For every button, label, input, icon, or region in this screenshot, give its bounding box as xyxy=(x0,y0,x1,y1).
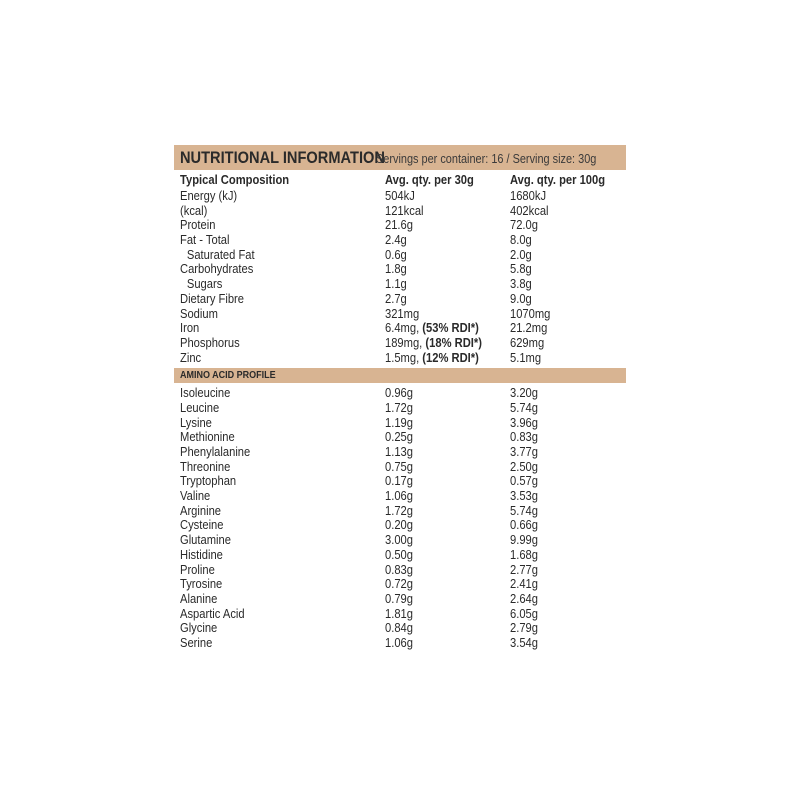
amino-acid-name: Aspartic Acid xyxy=(180,605,245,621)
amino-section-bar xyxy=(174,368,626,383)
nutrient-name: Iron xyxy=(180,320,200,336)
nutrient-per-serving: 1.5mg, xyxy=(385,349,420,365)
amino-acid-per-serving: 0.79g xyxy=(385,590,413,606)
amino-acid-per-serving: 0.84g xyxy=(385,620,413,636)
title-bar xyxy=(174,145,626,170)
nutrient-row xyxy=(174,277,626,292)
nutrient-per-serving: 2.4g xyxy=(385,232,407,248)
amino-acid-per-100g: 9.99g xyxy=(510,532,538,548)
amino-acid-row xyxy=(174,563,626,578)
amino-acid-per-serving: 1.13g xyxy=(385,444,413,459)
amino-acid-row xyxy=(174,533,626,548)
amino-acid-per-serving: 1.06g xyxy=(385,634,413,650)
amino-acid-name: Threonine xyxy=(180,458,231,474)
amino-acid-row xyxy=(174,401,626,416)
amino-acid-row xyxy=(174,445,626,460)
nutrient-name: Zinc xyxy=(180,349,202,365)
nutrient-per-serving-cell xyxy=(385,248,407,263)
amino-acid-per-100g: 5.74g xyxy=(510,502,538,518)
amino-acid-row xyxy=(174,386,626,401)
amino-acid-per-100g: 2.50g xyxy=(510,458,538,474)
amino-acid-per-serving: 1.72g xyxy=(385,502,413,518)
rdi-percentage: (18% RDI*) xyxy=(425,334,482,350)
nutrient-row xyxy=(174,262,626,277)
nutrient-row xyxy=(174,321,626,336)
nutrient-name: Sodium xyxy=(180,305,218,321)
amino-acid-row xyxy=(174,548,626,563)
amino-acid-per-100g: 5.74g xyxy=(510,399,538,415)
amino-acid-row xyxy=(174,607,626,622)
amino-acid-per-100g: 2.64g xyxy=(510,590,538,606)
amino-acid-per-serving: 1.06g xyxy=(385,488,413,504)
nutrient-per-serving: 121kcal xyxy=(385,202,424,218)
amino-acid-per-serving: 0.20g xyxy=(385,517,413,533)
nutrient-per-serving: 321mg xyxy=(385,305,420,321)
amino-acid-name: Proline xyxy=(180,561,215,577)
amino-section-title: AMINO ACID PROFILE xyxy=(180,370,276,382)
nutrient-per-serving: 6.4mg, xyxy=(385,320,420,336)
nutrient-per-serving-cell xyxy=(385,336,482,351)
nutrient-per-100g: 72.0g xyxy=(510,217,538,233)
header-per-100g: Avg. qty. per 100g xyxy=(510,172,606,187)
nutrient-per-100g: 629mg xyxy=(510,334,545,350)
nutrition-panel xyxy=(174,145,626,651)
serving-info: Servings per container: 16 / Serving size: 30g xyxy=(376,151,597,166)
nutrient-per-100g: 21.2mg xyxy=(510,320,548,336)
nutrient-row xyxy=(174,233,626,248)
amino-acid-row xyxy=(174,636,626,651)
nutrient-row xyxy=(174,204,626,219)
nutrient-list xyxy=(174,189,626,365)
amino-acid-per-serving: 0.50g xyxy=(385,546,413,562)
amino-acid-name: Alanine xyxy=(180,590,218,606)
amino-acid-per-100g: 0.66g xyxy=(510,517,538,533)
amino-acid-per-serving: 1.81g xyxy=(385,605,413,621)
amino-acid-per-serving: 1.72g xyxy=(385,399,413,415)
amino-acid-name: Arginine xyxy=(180,502,222,518)
amino-acid-row xyxy=(174,416,626,431)
amino-acid-name: Glutamine xyxy=(180,532,231,548)
amino-acid-name: Leucine xyxy=(180,399,220,415)
nutrient-per-100g: 2.0g xyxy=(510,246,532,262)
nutrient-row xyxy=(174,248,626,263)
amino-acid-per-serving: 0.96g xyxy=(385,385,413,401)
amino-acid-per-serving: 0.17g xyxy=(385,473,413,489)
amino-acid-per-100g: 2.41g xyxy=(510,576,538,592)
nutrient-name: Fat - Total xyxy=(180,232,230,248)
nutrient-per-100g: 5.1mg xyxy=(510,349,542,365)
nutrient-per-100g: 1070mg xyxy=(510,305,551,321)
panel-title: NUTRITIONAL INFORMATION xyxy=(180,148,385,167)
nutrient-row xyxy=(174,336,626,351)
amino-acid-name: Phenylalanine xyxy=(180,444,251,459)
amino-acid-per-100g: 1.68g xyxy=(510,546,538,562)
amino-acid-per-serving: 0.75g xyxy=(385,458,413,474)
amino-acid-row xyxy=(174,474,626,489)
nutrient-per-serving-cell xyxy=(385,233,407,248)
nutrient-per-serving-cell xyxy=(385,292,407,307)
nutrient-per-serving-cell xyxy=(385,204,424,219)
amino-acid-name: Valine xyxy=(180,488,211,504)
nutrient-per-serving: 0.6g xyxy=(385,246,407,262)
amino-acid-per-100g: 0.57g xyxy=(510,473,538,489)
nutrient-row xyxy=(174,307,626,322)
nutrient-per-serving-cell xyxy=(385,351,479,366)
amino-acid-name: Histidine xyxy=(180,546,223,562)
nutrient-per-serving-cell xyxy=(385,189,415,204)
amino-acid-per-100g: 3.53g xyxy=(510,488,538,504)
nutrient-name: Protein xyxy=(180,217,216,233)
nutrient-row xyxy=(174,351,626,366)
nutrient-per-serving-cell xyxy=(385,262,407,277)
amino-acid-row xyxy=(174,489,626,504)
nutrient-name: Energy (kJ) xyxy=(180,188,238,203)
amino-acid-per-serving: 0.25g xyxy=(385,429,413,445)
amino-acid-name: Lysine xyxy=(180,414,212,430)
nutrient-row xyxy=(174,292,626,307)
nutrient-per-100g: 1680kJ xyxy=(510,188,547,203)
nutrient-row xyxy=(174,218,626,233)
header-per-serving: Avg. qty. per 30g xyxy=(385,172,474,187)
nutrient-name: Phosphorus xyxy=(180,334,240,350)
nutrient-name: Saturated Fat xyxy=(186,246,255,262)
nutrient-per-100g: 9.0g xyxy=(510,290,532,306)
nutrient-per-100g: 5.8g xyxy=(510,261,532,277)
amino-acid-name: Cysteine xyxy=(180,517,224,533)
nutrient-per-100g: 8.0g xyxy=(510,232,532,248)
amino-acid-per-100g: 2.77g xyxy=(510,561,538,577)
amino-acid-list xyxy=(174,386,626,650)
nutrient-per-serving: 504kJ xyxy=(385,188,415,203)
amino-acid-name: Isoleucine xyxy=(180,385,231,401)
amino-acid-per-serving: 0.72g xyxy=(385,576,413,592)
amino-acid-per-serving: 0.83g xyxy=(385,561,413,577)
amino-acid-name: Serine xyxy=(180,634,213,650)
amino-acid-per-100g: 3.77g xyxy=(510,444,538,459)
nutrient-per-serving-cell xyxy=(385,307,419,322)
amino-acid-row xyxy=(174,577,626,592)
amino-acid-per-serving: 1.19g xyxy=(385,414,413,430)
amino-acid-name: Methionine xyxy=(180,429,235,445)
nutrient-per-serving: 189mg, xyxy=(385,334,423,350)
nutrient-per-serving: 1.8g xyxy=(385,261,407,277)
column-header-row xyxy=(174,171,626,188)
amino-acid-per-100g: 3.54g xyxy=(510,634,538,650)
rdi-percentage: (12% RDI*) xyxy=(422,349,479,365)
amino-acid-per-100g: 6.05g xyxy=(510,605,538,621)
header-typical-composition: Typical Composition xyxy=(180,172,290,187)
amino-acid-per-100g: 2.79g xyxy=(510,620,538,636)
nutrient-per-serving-cell xyxy=(385,218,413,233)
nutrient-name: Dietary Fibre xyxy=(180,290,245,306)
nutrient-per-serving: 21.6g xyxy=(385,217,413,233)
amino-acid-per-serving: 3.00g xyxy=(385,532,413,548)
nutrient-per-100g: 3.8g xyxy=(510,276,532,292)
amino-acid-per-100g: 0.83g xyxy=(510,429,538,445)
nutrient-per-serving-cell xyxy=(385,321,479,336)
rdi-percentage: (53% RDI*) xyxy=(422,320,479,336)
amino-acid-row xyxy=(174,592,626,607)
amino-acid-name: Glycine xyxy=(180,620,218,636)
amino-acid-row xyxy=(174,430,626,445)
amino-acid-per-100g: 3.96g xyxy=(510,414,538,430)
amino-acid-row xyxy=(174,621,626,636)
amino-acid-per-100g: 3.20g xyxy=(510,385,538,401)
nutrient-per-serving: 1.1g xyxy=(385,276,407,292)
nutrient-per-serving: 2.7g xyxy=(385,290,407,306)
amino-acid-row xyxy=(174,460,626,475)
nutrient-per-serving-cell xyxy=(385,277,407,292)
nutrient-name: Sugars xyxy=(186,276,223,292)
nutrient-name: Carbohydrates xyxy=(180,261,254,277)
nutrient-name: (kcal) xyxy=(180,202,208,218)
amino-acid-name: Tryptophan xyxy=(180,473,237,489)
amino-acid-row xyxy=(174,504,626,519)
amino-acid-name: Tyrosine xyxy=(180,576,223,592)
amino-acid-row xyxy=(174,518,626,533)
nutrient-per-100g: 402kcal xyxy=(510,202,549,218)
nutrient-row xyxy=(174,189,626,204)
